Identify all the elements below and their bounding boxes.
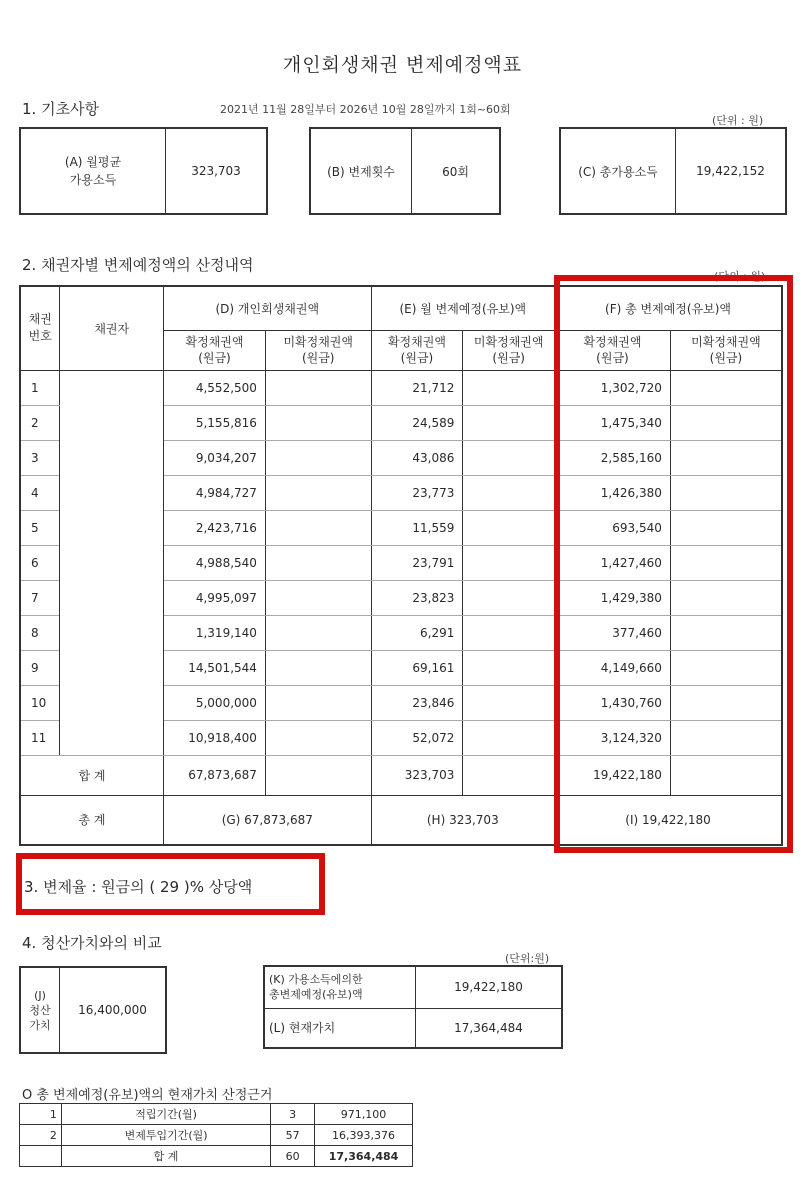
- calc-no: [20, 1146, 62, 1167]
- row-no: 9: [20, 650, 60, 685]
- calc-amount: 16,393,376: [315, 1125, 413, 1146]
- row-f: 693,540: [555, 510, 671, 545]
- row-d: 14,501,544: [164, 650, 266, 685]
- header-f: (F) 총 변제예정(유보)액: [555, 286, 782, 330]
- c-label: (C) 총가용소득: [561, 129, 676, 213]
- sum-f: 19,422,180: [555, 755, 671, 795]
- row-no: 8: [20, 615, 60, 650]
- box-j: [19, 966, 167, 1054]
- row-e: 11,559: [371, 510, 463, 545]
- row-f: 377,460: [555, 615, 671, 650]
- k-value: 19,422,180: [416, 966, 563, 1008]
- a-value: 323,703: [191, 164, 241, 178]
- row-d: 2,423,716: [164, 510, 266, 545]
- header-d-unconfirmed: 미확정채권액 (원금): [265, 330, 371, 370]
- row-d: 4,995,097: [164, 580, 266, 615]
- row-d: 4,988,540: [164, 545, 266, 580]
- repayment-rate-text: 3. 변제율 : 원금의 ( 29 )% 상당액: [24, 878, 253, 896]
- unit-label-4: (단위:원): [505, 952, 550, 965]
- total-i: (I) 19,422,180: [555, 795, 782, 845]
- calc-amount: 17,364,484: [315, 1146, 413, 1167]
- sum-label: 합 계: [20, 755, 164, 795]
- row-d: 5,155,816: [164, 405, 266, 440]
- calc-count: 60: [271, 1146, 315, 1167]
- header-f-unconfirmed: 미확정채권액 (원금): [670, 330, 782, 370]
- row-e: 24,589: [371, 405, 463, 440]
- row-e: 23,773: [371, 475, 463, 510]
- header-e-confirmed: 확정채권액 (원금): [371, 330, 463, 370]
- row-e: 43,086: [371, 440, 463, 475]
- l-value: 17,364,484: [416, 1008, 563, 1048]
- b-value: 60회: [442, 164, 469, 179]
- header-no: 채권 번호: [20, 286, 60, 370]
- table-row: [20, 1104, 413, 1125]
- total-label: 총 계: [20, 795, 164, 845]
- section4-heading: 4. 청산가치와의 비교: [22, 934, 162, 952]
- box-b: [309, 127, 501, 215]
- table-row: [20, 1125, 413, 1146]
- row-d: 10,918,400: [164, 720, 266, 755]
- calc-count: 3: [271, 1104, 315, 1125]
- table-row: [20, 1146, 413, 1167]
- row-f: 1,475,340: [555, 405, 671, 440]
- row-e: 21,712: [371, 370, 463, 405]
- calc-no: 2: [20, 1125, 62, 1146]
- j-label: (J) 청산 가치: [21, 968, 60, 1052]
- unit-label-1: (단위 : 원): [712, 114, 764, 127]
- period-text: 2021년 11월 28일부터 2026년 10월 28일까지 1회~60회: [220, 103, 511, 116]
- row-no: 2: [20, 405, 60, 440]
- total-g: (G) 67,873,687: [164, 795, 372, 845]
- sum-d: 67,873,687: [164, 755, 266, 795]
- row-d: 4,984,727: [164, 475, 266, 510]
- calc-no: 1: [20, 1104, 62, 1125]
- row-no: 4: [20, 475, 60, 510]
- box-a: [19, 127, 268, 215]
- highlight-box-f: [554, 275, 793, 853]
- calc-count: 57: [271, 1125, 315, 1146]
- total-h: (H) 323,703: [371, 795, 555, 845]
- sum-e: 323,703: [371, 755, 463, 795]
- box-c: [559, 127, 787, 215]
- section2-heading: 2. 채권자별 변제예정액의 산정내역: [22, 256, 254, 274]
- row-f: 1,429,380: [555, 580, 671, 615]
- row-f: 4,149,660: [555, 650, 671, 685]
- row-no: 5: [20, 510, 60, 545]
- row-f: 1,430,760: [555, 685, 671, 720]
- header-creditor: 채권자: [60, 286, 164, 370]
- k-label: (K) 가용소득에의한 총변제예정(유보)액: [264, 966, 416, 1008]
- header-e-unconfirmed: 미확정채권액 (원금): [463, 330, 555, 370]
- calc-amount: 971,100: [315, 1104, 413, 1125]
- row-e: 6,291: [371, 615, 463, 650]
- row-e: 23,823: [371, 580, 463, 615]
- page-title: 개인회생채권 변제예정액표: [282, 54, 523, 76]
- j-value: 16,400,000: [78, 1003, 147, 1017]
- section1-heading: 1. 기초사항: [22, 100, 100, 118]
- highlight-box-rate: [16, 853, 325, 915]
- row-e: 69,161: [371, 650, 463, 685]
- row-f: 1,302,720: [555, 370, 671, 405]
- row-no: 11: [20, 720, 60, 755]
- row-e: 52,072: [371, 720, 463, 755]
- calc-table: [19, 1103, 413, 1167]
- row-f: 1,426,380: [555, 475, 671, 510]
- row-f: 1,427,460: [555, 545, 671, 580]
- kl-table: [263, 965, 563, 1049]
- calc-label: 변제투입기간(월): [61, 1125, 270, 1146]
- unit-label-2: (단위 : 원): [714, 270, 766, 283]
- row-f: 3,124,320: [555, 720, 671, 755]
- row-no: 6: [20, 545, 60, 580]
- header-e: (E) 월 변제예정(유보)액: [371, 286, 555, 330]
- row-d: 4,552,500: [164, 370, 266, 405]
- header-d: (D) 개인회생채권액: [164, 286, 372, 330]
- calc-heading: O 총 변제예정(유보)액의 현재가치 산정근거: [22, 1088, 273, 1103]
- calc-label: 적립기간(월): [61, 1104, 270, 1125]
- row-e: 23,791: [371, 545, 463, 580]
- row-d: 9,034,207: [164, 440, 266, 475]
- a-label: (A) 월평균 가용소득: [21, 129, 166, 213]
- row-no: 10: [20, 685, 60, 720]
- row-no: 1: [20, 370, 60, 405]
- row-no: 3: [20, 440, 60, 475]
- row-d: 5,000,000: [164, 685, 266, 720]
- header-d-confirmed: 확정채권액 (원금): [164, 330, 266, 370]
- l-label: (L) 현재가치: [264, 1008, 416, 1048]
- b-label: (B) 변제횟수: [311, 129, 412, 213]
- row-e: 23,846: [371, 685, 463, 720]
- row-f: 2,585,160: [555, 440, 671, 475]
- row-d: 1,319,140: [164, 615, 266, 650]
- header-f-confirmed: 확정채권액 (원금): [555, 330, 671, 370]
- row-no: 7: [20, 580, 60, 615]
- calc-label: 합 계: [61, 1146, 270, 1167]
- c-value: 19,422,152: [696, 164, 765, 178]
- creditor-names-cell: [60, 370, 164, 755]
